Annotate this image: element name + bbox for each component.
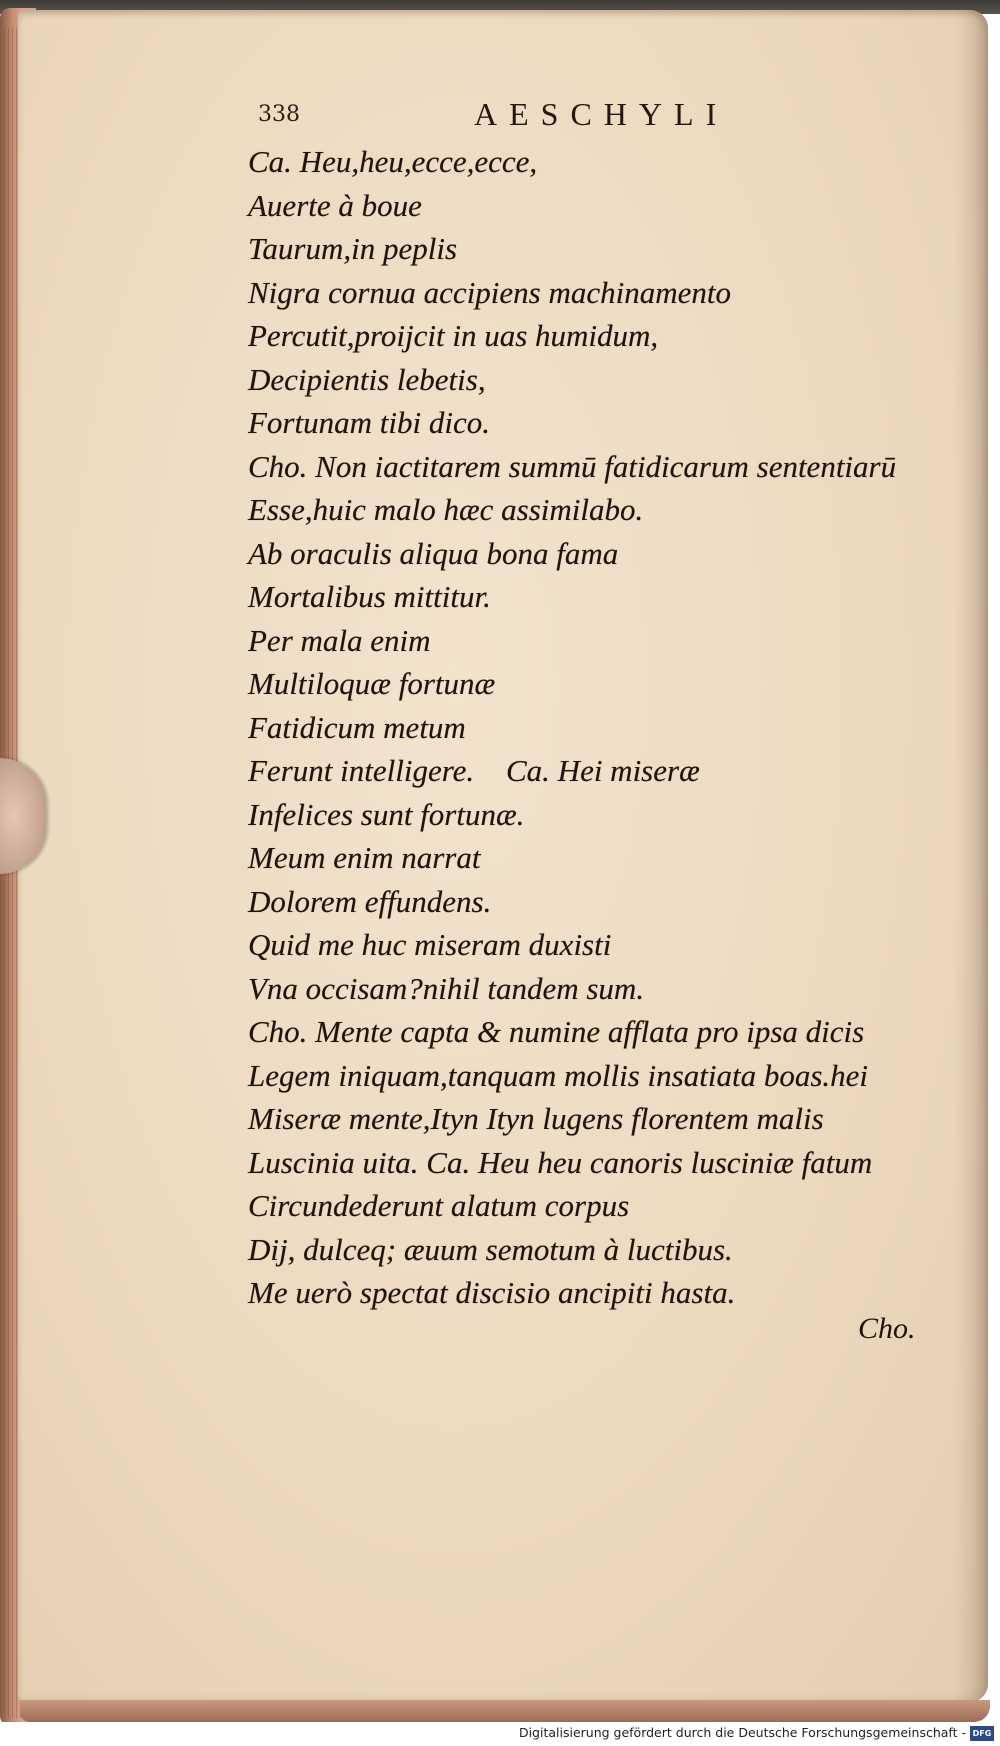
line-text: Ferunt intelligere. (248, 753, 475, 788)
line-text: Auerte à boue (248, 187, 422, 223)
page-gutter-shadow (954, 10, 988, 1702)
line-text: Cho. Non iactitarem summū fatidicarum sententiarū (248, 448, 897, 484)
line-text: Per mala enim (248, 622, 431, 658)
line-text: Ca. Heu,heu,ecce,ecce, (248, 144, 538, 179)
text-line (248, 358, 948, 402)
line-text: Circundederunt alatum corpus (248, 1188, 630, 1223)
line-text: Fortunam tibi dico. (248, 405, 490, 440)
line-text: Esse,huic malo hæc assimilabo. (248, 492, 644, 527)
line-text: Dij, dulceq; æuum semotum à luctibus. (248, 1231, 733, 1267)
book-bottom-edge (20, 1700, 990, 1722)
text-line (248, 706, 948, 750)
line-text: Vna occisam?nihil tandem sum. (248, 970, 645, 1006)
line-text: Cho. Mente capta & numine afflata pro ipsa dicis (248, 1014, 865, 1049)
line-text: Multiloquæ fortunæ (248, 666, 496, 701)
text-line (248, 271, 948, 315)
text-line (248, 1228, 948, 1272)
text-line (248, 1184, 948, 1228)
text-line (248, 662, 948, 706)
running-head: AESCHYLI (474, 96, 729, 132)
text-line (248, 1054, 948, 1098)
text-line (248, 1271, 948, 1315)
line-text: Mortalibus mittitur. (248, 579, 491, 614)
text-line (248, 314, 948, 358)
text-line (248, 619, 948, 663)
text-line (248, 923, 948, 967)
line-text: Meum enim narrat (248, 840, 481, 875)
dfg-logo: DFG (970, 1726, 994, 1741)
text-line (248, 140, 948, 184)
text-line (248, 1141, 948, 1185)
verse-text-block (248, 140, 948, 1315)
catchword: Cho. (858, 1312, 916, 1345)
line-text: Nigra cornua accipiens machinamento (248, 274, 732, 310)
text-line (248, 227, 948, 271)
footer-credit: Digitalisierung gefördert durch die Deutsche Forschungsgemeinschaft - (518, 1725, 966, 1740)
line-text: Fatidicum metum (248, 709, 466, 745)
line-text: Legem iniquam,tanquam mollis insatiata boas.hei (248, 1057, 868, 1093)
line-text: Dolorem effundens. (248, 883, 492, 919)
text-line (248, 488, 948, 532)
text-line (248, 401, 948, 445)
line-text: Percutit,proijcit in uas humidum, (248, 318, 659, 353)
text-line (248, 836, 948, 880)
line-text: Me uerò spectat discisio ancipiti hasta. (248, 1275, 736, 1310)
line-text: Infelices sunt fortunæ. (248, 796, 525, 832)
line-text: Luscinia uita. Ca. Heu heu canoris lusciniæ fatum (248, 1144, 873, 1180)
page-number: 338 (258, 102, 300, 127)
text-line (248, 575, 948, 619)
text-line (248, 1010, 948, 1054)
line-text: Quid me huc miseram duxisti (248, 927, 612, 962)
text-line (248, 967, 948, 1011)
line-text: Ab oraculis aliqua bona fama (248, 535, 619, 571)
page-header (258, 96, 778, 140)
text-line (248, 793, 948, 837)
line-speaker-text: Ca. Hei miseræ (506, 753, 700, 788)
text-line (248, 532, 948, 576)
text-line (248, 749, 948, 793)
text-line (248, 445, 948, 489)
text-line (248, 184, 948, 228)
text-line (248, 1097, 948, 1141)
line-text: Miseræ mente,Ityn Ityn lugens florentem malis (248, 1101, 824, 1136)
digitization-footer (0, 1722, 1000, 1746)
line-text: Taurum,in peplis (248, 231, 458, 266)
line-text: Decipientis lebetis, (248, 361, 486, 397)
text-line (248, 880, 948, 924)
